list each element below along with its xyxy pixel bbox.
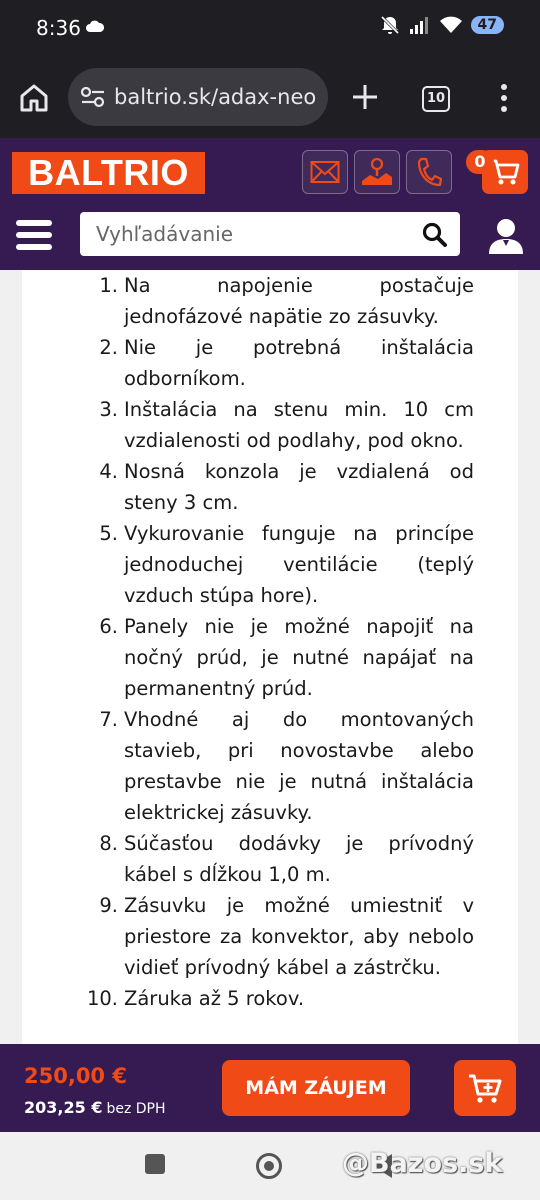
status-time: 8:36	[36, 16, 81, 40]
interest-button[interactable]: MÁM ZÁUJEM	[222, 1060, 410, 1116]
list-item: 3. Inštalácia na stenu min. 10 cm vzdialenosti od podlahy, pod okno.	[99, 398, 474, 452]
site-logo[interactable]: BALTRIO	[12, 152, 205, 194]
status-indicators	[379, 14, 504, 36]
new-tab-icon[interactable]	[348, 80, 382, 114]
list-item: 2. Nie je potrebná inštalácia odborníkom.	[99, 336, 474, 390]
site-header	[0, 138, 540, 270]
price-with-vat: 250,00 €	[24, 1064, 127, 1088]
price-without-vat	[24, 1098, 166, 1117]
battery-indicator: 47	[471, 16, 504, 34]
map-pin-icon	[360, 157, 394, 187]
status-bar	[0, 0, 540, 56]
address-bar[interactable]	[68, 68, 328, 126]
browser-toolbar	[0, 56, 540, 138]
search-box	[80, 212, 460, 256]
add-to-cart-icon	[468, 1072, 502, 1104]
envelope-icon	[310, 160, 340, 184]
menu-hamburger-icon[interactable]	[16, 220, 52, 254]
home-circle-icon[interactable]	[256, 1153, 282, 1179]
purchase-bar	[0, 1044, 540, 1132]
product-description	[22, 270, 518, 1130]
cart-count-badge: 0	[466, 150, 494, 174]
mute-icon	[379, 14, 401, 36]
user-account-icon[interactable]	[486, 216, 526, 256]
list-item: 8. Súčasťou dodávky je prívodný kábel s dĺžkou 1,0 m.	[99, 832, 474, 886]
signal-icon	[409, 15, 431, 35]
list-item: 1. Na napojenie postačuje jednofázové napätie zo zásuvky.	[99, 274, 474, 328]
shopping-cart-icon	[490, 158, 520, 186]
recent-apps-icon[interactable]	[145, 1154, 165, 1174]
list-item: 6. Panely nie je možné napojiť na nočný prúd, je nutné napájať na permanentný prúd.	[99, 615, 474, 700]
list-item: 7. Vhodné aj do montovaných stavieb, pri novostavbe alebo prestavbe nie je nutná inštalácia elektrickej zásuvky.	[99, 708, 474, 824]
search-icon[interactable]	[422, 222, 448, 248]
email-button[interactable]	[302, 150, 348, 194]
cloud-icon	[86, 20, 104, 32]
location-button[interactable]	[354, 150, 400, 194]
list-item: 9. Zásuvku je možné umiestniť v priestore za konvektor, aby nebolo vidieť prívodný kábel a zástrčku.	[99, 894, 474, 979]
site-settings-icon[interactable]	[80, 86, 106, 108]
list-item: 10. Záruka až 5 rokov.	[86, 987, 305, 1010]
phone-button[interactable]	[406, 150, 452, 194]
more-menu-icon[interactable]	[496, 82, 512, 114]
price-net-value: 203,25 €	[24, 1098, 103, 1117]
add-to-cart-button[interactable]	[454, 1060, 516, 1116]
list-item: 4. Nosná konzola je vzdialená od steny 3 cm.	[99, 460, 474, 514]
phone-icon	[416, 157, 442, 187]
search-input[interactable]	[80, 212, 410, 256]
list-item: 5. Vykurovanie funguje na princípe jednoduchej ventilácie (teplý vzduch stúpa hore).	[99, 522, 474, 607]
url-text: baltrio.sk/adax-neo	[114, 85, 317, 109]
features-list	[22, 270, 518, 1014]
price-net-label: bez DPH	[106, 1101, 166, 1117]
home-icon[interactable]	[18, 82, 50, 114]
wifi-icon	[439, 15, 463, 35]
watermark: @Bazos.sk	[342, 1148, 503, 1179]
tab-switcher-button[interactable]: 10	[422, 86, 450, 112]
